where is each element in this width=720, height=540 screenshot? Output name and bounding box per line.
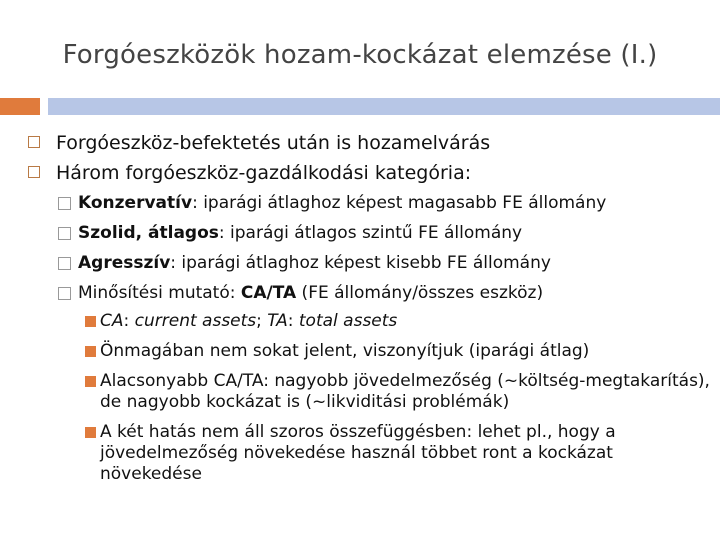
title-rule-accent bbox=[0, 98, 40, 115]
sub-bullet-term: Szolid, átlagos bbox=[78, 223, 219, 243]
filled-orange-square-icon bbox=[85, 346, 96, 357]
term-total-assets: total assets bbox=[298, 311, 398, 331]
bullet-text: Három forgóeszköz-gazdálkodási kategória: bbox=[56, 162, 472, 184]
slide-content bbox=[22, 128, 712, 494]
sub-bullet-term: Konzervatív bbox=[78, 193, 193, 213]
sub-bullet-minositesi-mutato bbox=[22, 278, 712, 308]
sub-bullet-term: Agresszív bbox=[78, 253, 171, 273]
term-current-assets: current assets bbox=[134, 311, 257, 331]
sub-sub-bullet-text: Önmagában nem sokat jelent, viszonyítjuk (iparági átlag) bbox=[100, 341, 590, 361]
bullet-text: Forgóeszköz-befektetés után is hozamelvárás bbox=[56, 132, 491, 154]
sub-sub-bullet-2 bbox=[22, 341, 712, 362]
sub-sub-bullet-text: Alacsonyabb CA/TA: nagyobb jövedelmezőség (~költség-megtakarítás), de nagyobb kockázat is (~likviditási problémák) bbox=[100, 371, 710, 412]
sub-sub-bullet-4 bbox=[22, 422, 712, 485]
term-ca: CA bbox=[100, 311, 124, 331]
separator: ; bbox=[256, 311, 268, 331]
checkbox-square-icon bbox=[58, 197, 71, 210]
hollow-square-icon bbox=[28, 166, 40, 178]
hollow-square-icon bbox=[28, 136, 40, 148]
checkbox-square-icon bbox=[58, 257, 71, 270]
filled-orange-square-icon bbox=[85, 316, 96, 327]
sub-bullet-text: : iparági átlaghoz képest kisebb FE állomány bbox=[170, 253, 551, 273]
bullet-1 bbox=[22, 128, 712, 158]
sub-sub-bullet-3 bbox=[22, 371, 712, 413]
sub-bullet-szolid bbox=[22, 218, 712, 248]
term-ta: TA bbox=[267, 311, 288, 331]
filled-orange-square-icon bbox=[85, 427, 96, 438]
sub-bullet-agressziv bbox=[22, 248, 712, 278]
sub-bullet-prefix: Minősítési mutató: bbox=[78, 283, 241, 303]
title-rule-bar bbox=[48, 98, 720, 115]
bullet-2 bbox=[22, 158, 712, 188]
filled-orange-square-icon bbox=[85, 376, 96, 387]
sub-bullet-text: : iparági átlagos szintű FE állomány bbox=[218, 223, 523, 243]
checkbox-square-icon bbox=[58, 287, 71, 300]
sub-bullet-term: CA/TA bbox=[240, 283, 297, 303]
sub-bullet-text: : iparági átlaghoz képest magasabb FE állomány bbox=[192, 193, 607, 213]
sub-sub-bullet-definitions bbox=[22, 311, 712, 332]
separator: : bbox=[123, 311, 135, 331]
sub-bullet-konzervativ bbox=[22, 188, 712, 218]
sub-sub-bullet-text: A két hatás nem áll szoros összefüggésben: lehet pl., hogy a jövedelmezőség növekedése használ többet ront a kockázat növekedése bbox=[100, 422, 616, 484]
separator: : bbox=[287, 311, 299, 331]
slide-title: Forgóeszközök hozam-kockázat elemzése (I.) bbox=[62, 40, 658, 70]
checkbox-square-icon bbox=[58, 227, 71, 240]
sub-bullet-text: (FE állomány/összes eszköz) bbox=[296, 283, 544, 303]
